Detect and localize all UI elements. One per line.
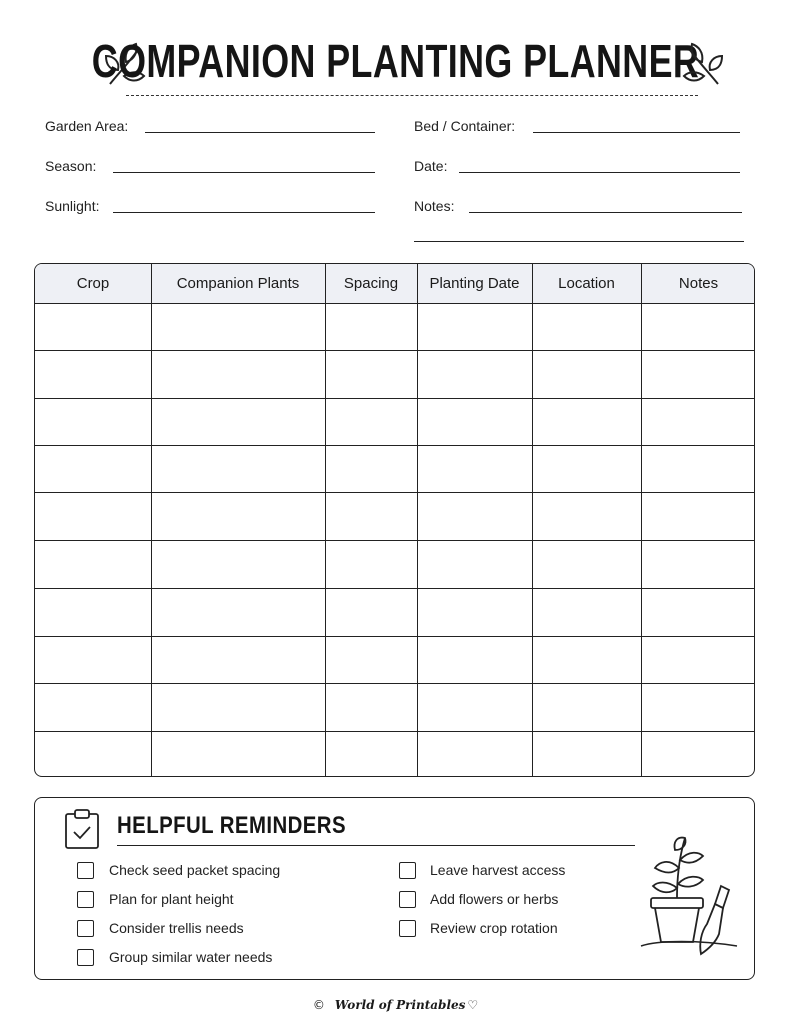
sunlight-label: Sunlight: — [45, 198, 100, 214]
reminder-checkbox[interactable] — [77, 891, 94, 908]
reminder-label: Add flowers or herbs — [430, 891, 559, 907]
reminder-label: Review crop rotation — [430, 920, 558, 936]
row-divider — [35, 492, 754, 493]
row-divider — [35, 588, 754, 589]
column-header-spacing: Spacing — [343, 275, 399, 292]
row-divider — [35, 350, 754, 351]
row-divider — [35, 636, 754, 637]
bed-container-field[interactable] — [533, 132, 740, 133]
date-label: Date: — [414, 158, 448, 174]
reminder-label: Consider trellis needs — [109, 920, 244, 936]
row-divider — [35, 731, 754, 732]
row-divider — [35, 445, 754, 446]
reminder-label: Check seed packet spacing — [109, 862, 281, 878]
reminders-divider — [117, 845, 635, 846]
date-field[interactable] — [459, 172, 740, 173]
reminder-label: Plan for plant height — [109, 891, 234, 907]
table-header — [35, 264, 754, 304]
garden-area-label: Garden Area: — [45, 118, 129, 134]
notes-label: Notes: — [414, 198, 455, 214]
row-divider — [35, 398, 754, 399]
copyright-symbol: © — [312, 998, 325, 1012]
reminder-label: Group similar water needs — [109, 949, 273, 965]
row-divider — [35, 540, 754, 541]
reminder-checkbox[interactable] — [77, 949, 94, 966]
clipboard-check-icon — [63, 808, 101, 850]
notes-field[interactable] — [469, 212, 742, 213]
title-area — [0, 28, 791, 98]
title-divider — [126, 95, 698, 96]
column-header-companion-plants: Companion Plants — [176, 275, 300, 292]
brand-name: World of Printables — [334, 998, 466, 1012]
reminder-label: Leave harvest access — [430, 862, 566, 878]
planting-table — [34, 263, 755, 777]
page-title: COMPANION PLANTING PLANNER — [91, 35, 700, 87]
column-divider — [325, 264, 326, 776]
column-divider — [641, 264, 642, 776]
footer — [0, 998, 791, 1012]
row-divider — [35, 683, 754, 684]
column-divider — [417, 264, 418, 776]
column-header-location: Location — [558, 275, 615, 292]
leaf-sprig-icon — [680, 40, 724, 88]
trowel-icon — [685, 882, 735, 962]
column-header-crop: Crop — [76, 275, 110, 292]
reminder-checkbox[interactable] — [399, 862, 416, 879]
notes-field-line-2[interactable] — [414, 241, 744, 242]
reminders-title: HELPFUL REMINDERS — [117, 812, 346, 839]
reminder-checkbox[interactable] — [399, 891, 416, 908]
column-header-notes: Notes — [678, 275, 719, 292]
reminder-checkbox[interactable] — [399, 920, 416, 937]
reminder-checkbox[interactable] — [77, 920, 94, 937]
column-divider — [532, 264, 533, 776]
column-divider — [151, 264, 152, 776]
heart-icon: ♡ — [467, 998, 479, 1012]
sunlight-field[interactable] — [113, 212, 375, 213]
season-label: Season: — [45, 158, 97, 174]
reminders-panel — [34, 797, 755, 980]
season-field[interactable] — [113, 172, 375, 173]
reminder-checkbox[interactable] — [77, 862, 94, 879]
garden-area-field[interactable] — [145, 132, 375, 133]
bed-container-label: Bed / Container: — [414, 118, 516, 134]
column-header-planting-date: Planting Date — [429, 275, 520, 292]
